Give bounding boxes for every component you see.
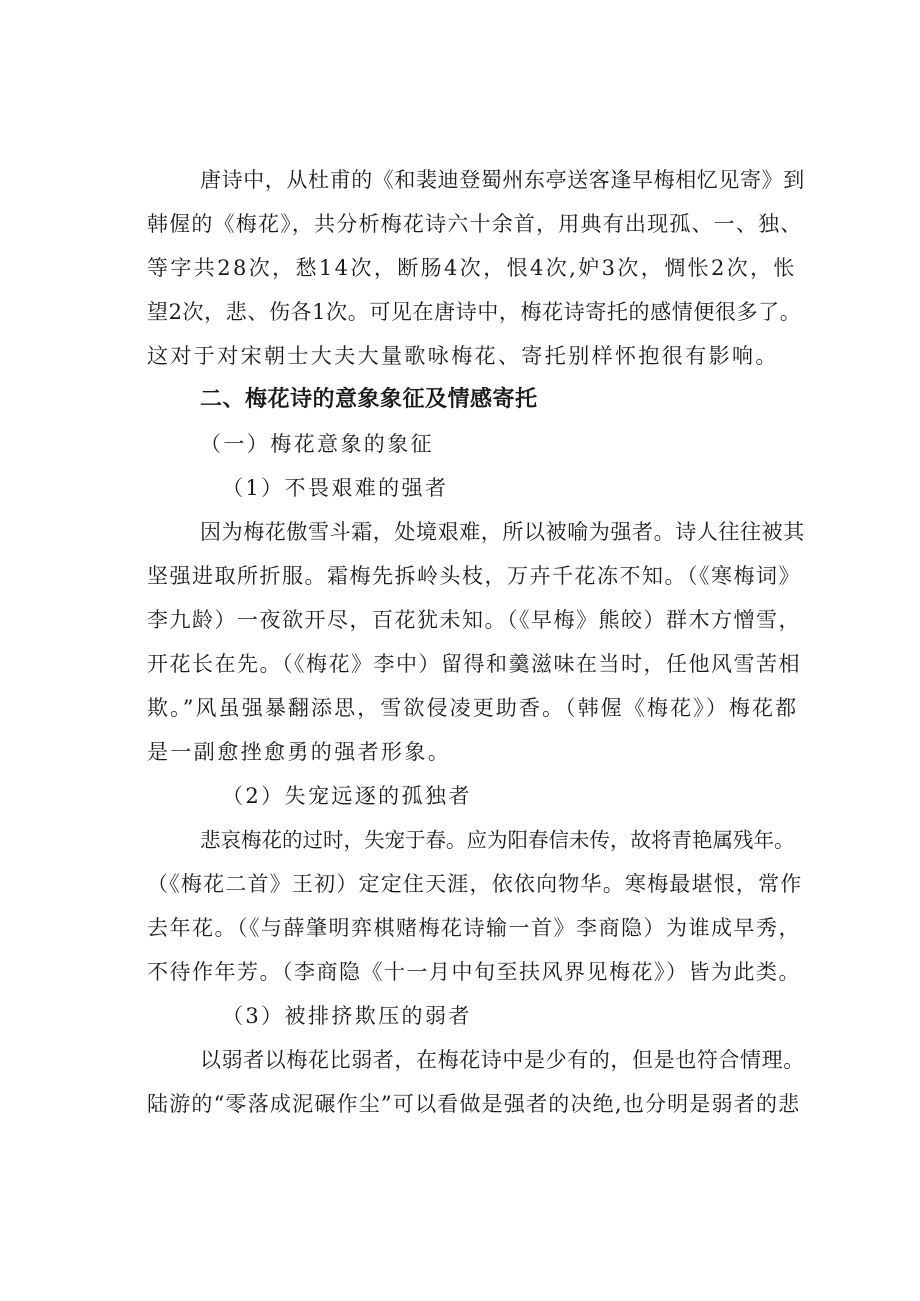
paragraph-line: 韩偓的《梅花》，共分析梅花诗六十余首，用典有出现孤、一、独、 — [147, 212, 803, 236]
paragraph-line: 欺。”风虽强暴翻添思，雪欲侵凌更助香。（韩偓《梅花》）梅花都 — [147, 696, 799, 720]
paragraph-line: 是一副愈挫愈勇的强者形象。 — [147, 740, 452, 764]
paragraph-line: 以弱者以梅花比弱者，在梅花诗中是少有的，但是也符合情理。 — [200, 1048, 805, 1072]
paragraph-line: 望2次，悲、伤各1次。可见在唐诗中，梅花诗寄托的感情便很多了。 — [147, 300, 802, 324]
paragraph-line: 这对于对宋朝士大夫大量歌咏梅花、寄托别样怀抱很有影响。 — [147, 344, 779, 368]
item-heading: （2）失宠远逐的孤独者 — [222, 784, 472, 808]
paragraph-line: 去年花。（《与薛肇明弈棋赌梅花诗输一首》李商隐）为谁成早秀， — [147, 916, 801, 940]
item-heading: （3）被排挤欺压的弱者 — [222, 1004, 472, 1028]
item-heading: （1）不畏艰难的强者 — [222, 476, 449, 500]
section-heading: 二、梅花诗的意象象征及情感寄托 — [200, 387, 538, 412]
paragraph-line: 陆游的“零落成泥碾作尘”可以看做是强者的决绝,也分明是弱者的悲 — [147, 1092, 801, 1116]
paragraph-line: 因为梅花傲雪斗霜，处境艰难，所以被喻为强者。诗人往往被其 — [200, 520, 805, 544]
paragraph-line: 不待作年芳。（李商隐《十一月中旬至扶风界见梅花》）皆为此类。 — [147, 960, 801, 984]
paragraph-line: 坚强进取所折服。霜梅先拆岭头枝，万卉千花冻不知。（《寒梅词》 — [147, 564, 801, 588]
paragraph-line: 唐诗中，从杜甫的《和裴迪登蜀州东亭送客逢早梅相忆见寄》到 — [200, 168, 805, 192]
paragraph-line: 等字共28次，愁14次，断肠4次，恨4次,妒3次，惆怅2次，怅 — [147, 256, 797, 280]
paragraph-line: （《梅花二首》王初）定定住天涯，依依向物华。寒梅最堪恨，常作 — [147, 872, 803, 896]
paragraph-line: 悲哀梅花的过时，失宠于春。应为阳春信未传，故将青艳属残年。 — [200, 828, 795, 852]
paragraph-line: 开花长在先。（《梅花》李中）留得和羹滋味在当时，任他风雪苦相 — [147, 652, 801, 676]
subsection-heading: （一）梅花意象的象征 — [200, 432, 434, 456]
paragraph-line: 李九龄）一夜欲开尽，百花犹未知。（《早梅》熊皎）群木方憎雪， — [147, 608, 801, 632]
